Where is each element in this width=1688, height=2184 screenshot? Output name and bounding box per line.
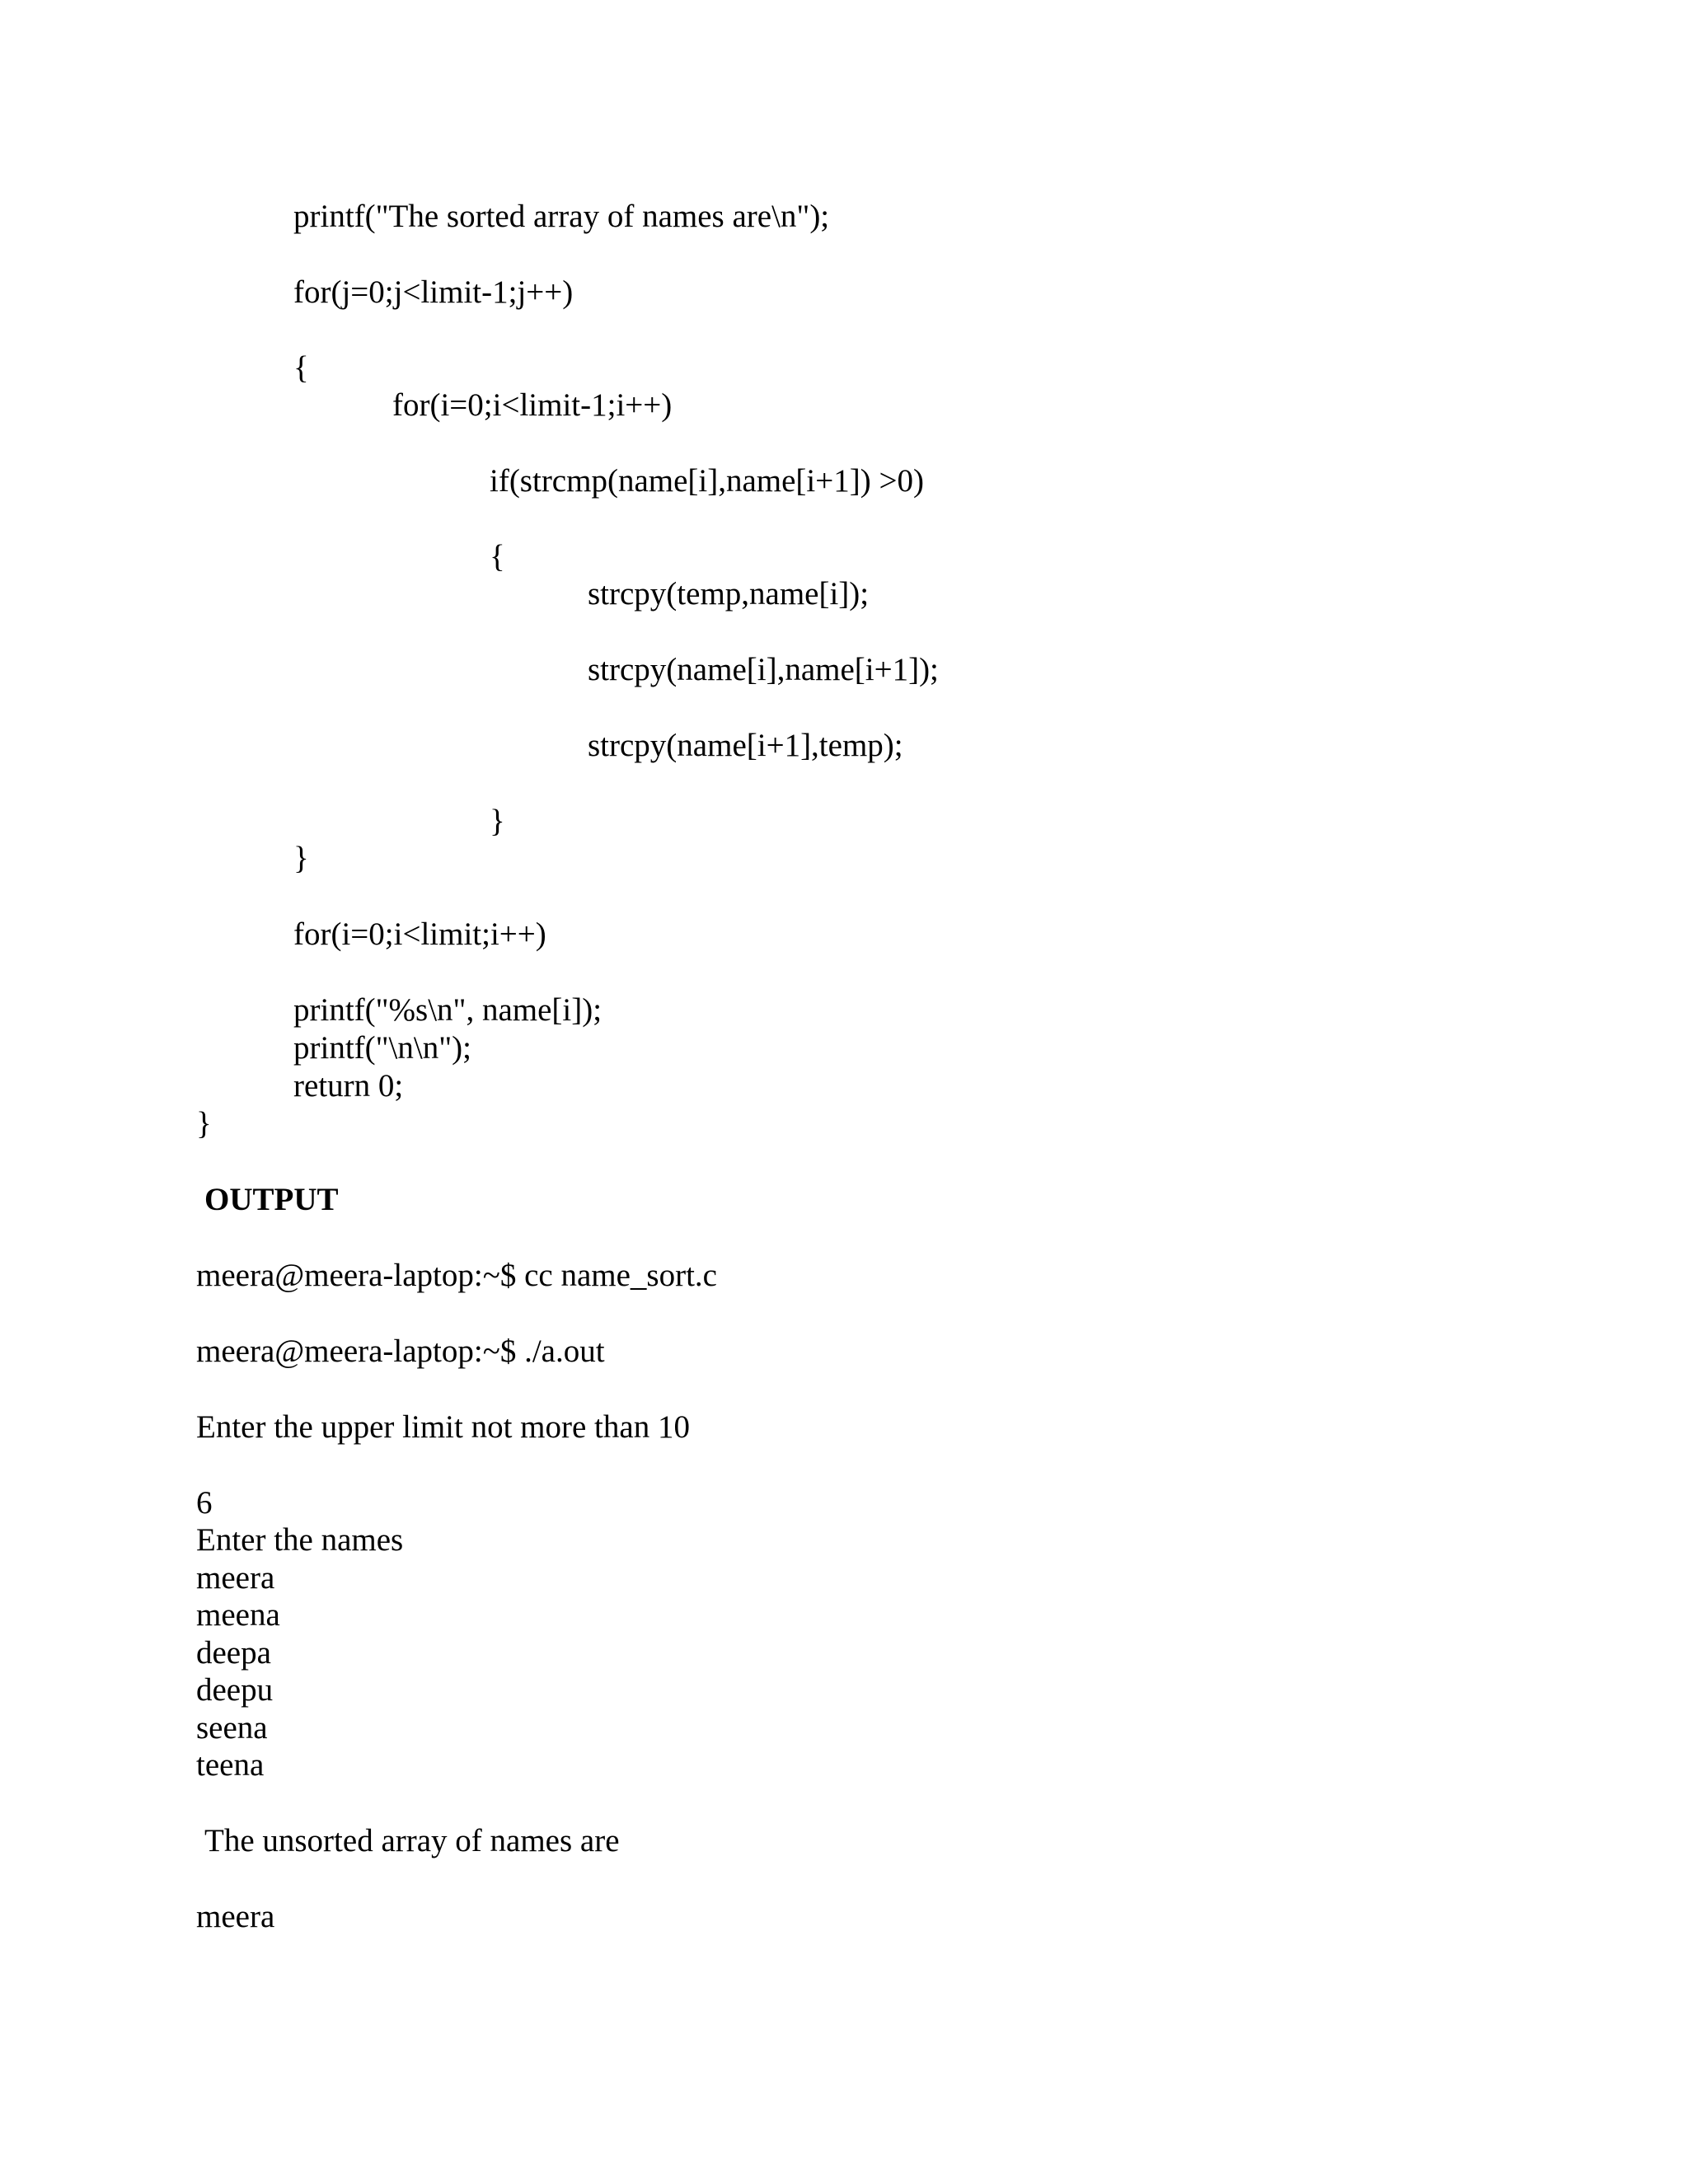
prompt-enter-names: Enter the names — [196, 1522, 404, 1558]
code-line-brace-close-main: } — [196, 1106, 212, 1141]
code-line-printf-newlines: printf("\n\n"); — [293, 1030, 471, 1066]
name-input-5: seena — [196, 1710, 268, 1746]
code-line-if-strcmp: if(strcmp(name[i],name[i+1]) >0) — [490, 463, 924, 499]
code-line-strcpy-1: strcpy(temp,name[i]); — [588, 576, 870, 612]
code-line-printf-name: printf("%s\n", name[i]); — [293, 992, 603, 1028]
code-line-for-i-print: for(i=0;i<limit;i++) — [293, 916, 546, 952]
terminal-cmd-compile: meera@meera-laptop:~$ cc name_sort.c — [196, 1258, 717, 1293]
name-input-1: meera — [196, 1560, 275, 1596]
name-input-3: deepa — [196, 1635, 271, 1671]
name-input-2: meena — [196, 1597, 280, 1633]
code-line-strcpy-2: strcpy(name[i],name[i+1]); — [588, 652, 939, 687]
name-input-6: teena — [196, 1747, 265, 1783]
name-input-4: deepu — [196, 1672, 274, 1708]
limit-value: 6 — [196, 1485, 213, 1521]
code-line-return: return 0; — [293, 1068, 404, 1104]
unsorted-name-1: meera — [196, 1899, 275, 1934]
terminal-cmd-run: meera@meera-laptop:~$ ./a.out — [196, 1333, 605, 1369]
code-line-for-j: for(j=0;j<limit-1;j++) — [293, 274, 574, 310]
code-line-brace-open-outer: { — [293, 350, 309, 386]
code-line-printf-sorted: printf("The sorted array of names are\n"); — [293, 199, 830, 234]
prompt-upper-limit: Enter the upper limit not more than 10 — [196, 1409, 690, 1445]
code-line-strcpy-3: strcpy(name[i+1],temp); — [588, 728, 903, 763]
code-line-for-i-inner: for(i=0;i<limit-1;i++) — [392, 387, 673, 423]
unsorted-heading: The unsorted array of names are — [204, 1823, 620, 1858]
code-line-brace-close-if: } — [490, 804, 505, 839]
output-heading: OUTPUT — [204, 1182, 339, 1217]
code-line-brace-close-outer: } — [293, 841, 309, 876]
code-line-brace-open-if: { — [490, 539, 505, 574]
